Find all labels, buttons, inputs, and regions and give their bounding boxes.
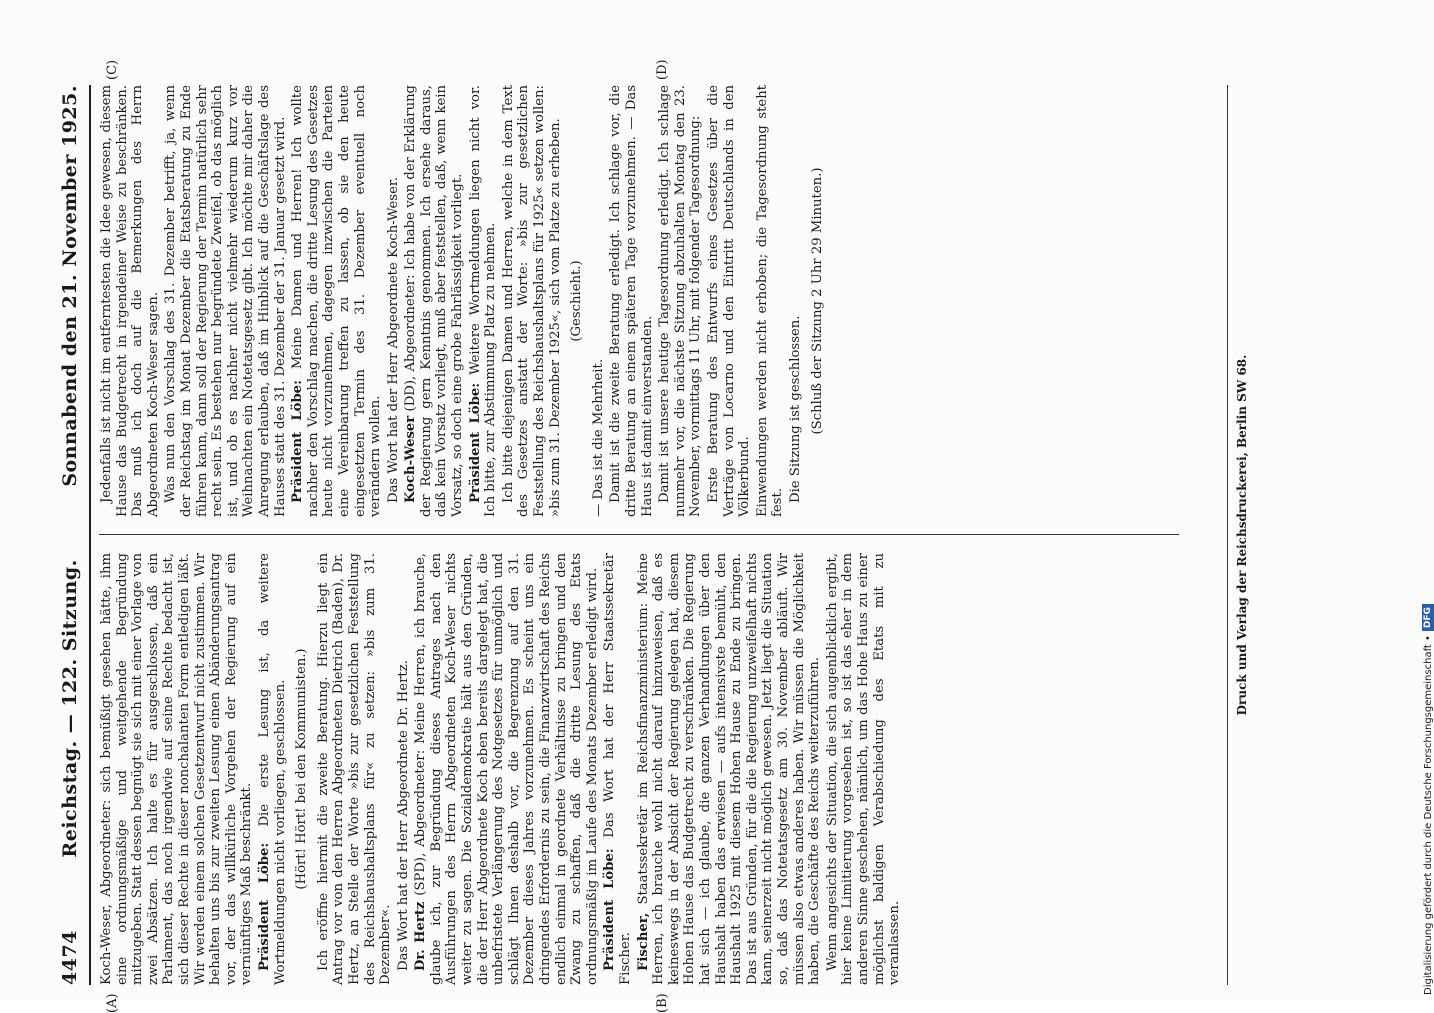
margin-marker-a: (A) [105, 993, 120, 1013]
speaker-name: Präsident Löbe: [602, 848, 618, 971]
paragraph [386, 85, 402, 517]
paragraph [99, 85, 161, 517]
paragraph-text: Die erste Lesung ist, da weitere Wortmeldungen nicht vorliegen, geschlossen. [256, 553, 288, 985]
paragraph [825, 553, 903, 985]
margin-marker-c: (C) [105, 59, 120, 80]
paragraph-text: (DD), Abgeordneter: Ich habe von der Erklärung der Regierung gern Kenntnis genommen. Ich ersehe daraus, daß kein Vorsatz vorliegt, muß aber feststellen, daß, wenn kein Vorsatz, so doch eine grobe Fahrlässigkeit vorliegt. [403, 85, 466, 517]
paragraph-text: Das Wort hat der Herr Staatssekretär Fischer. [602, 553, 633, 985]
rotated-document-page [55, 59, 1275, 1013]
paragraph-text: — Das ist die Mehrheit. [590, 358, 606, 517]
paragraph [810, 85, 826, 517]
paragraph-text: Weitere Wortmeldungen liegen nicht vor. Ich bitte, zur Abstimmung Platz zu nehmen. [467, 84, 499, 517]
speaker-name: Präsident Löbe: [467, 382, 483, 503]
paragraph-text: (Geschieht.) [569, 260, 585, 342]
paragraph-text: Ich eröffne hiermit die zweite Beratung. Hierzu liegt ein Antrag vor von den Herren Abgeordneten Dietrich (Baden), Dr. Hertz, an Stelle der Worte »bis zur gesetzlichen Feststellung des Reichshaushaltsplans für« zu setzen: »bis zum 31. Dezember«. [315, 553, 394, 985]
speaker-name: Fischer, [635, 912, 651, 971]
column-divider [99, 534, 1179, 535]
paragraph [602, 553, 633, 985]
paragraph-text: Das Wort hat der Herr Abgeordnete Koch-Weser. [385, 177, 401, 503]
paragraph-text: (SPD), Abgeordneter: Meine Herren, ich brauche, glaube ich, zur Begründung dieses Antrages nach den Ausführungen des Herrn Abgeordneten Koch-Weser nichts weiter zu sagen. Die Sozialdemokratie hält aus den Gründen, die der Herr Abgeordnete Koch eben bereits dargelegt hat, die unbefristete Verlängerung des Notgesetzes für unmöglich und schlägt Ihnen deshalb vor, die Begrenzung auf den 31. Dezember dieses Jahres vorzunehmen. Es scheint uns ein dringendes Erfordernis zu sein, die Finanzwirtschaft des Reichs endlich einmal in geordnete Verhältnisse zu bringen und den Zwang zu schaffen, daß die dritte Lesung des Etats ordnungsmäßig im Laufe des Monats Dezember erledigt wird. [413, 553, 600, 985]
paragraph-text: Wenn angesichts der Situation, die sich augenblicklich ergibt, hier keine Limitierung vorgesehen ist, so ist das eher in dem anderen Sinne geschehen, nämlich, um das Hohe Haus zu einer möglichst baldigen Verabschiedung des Etats mit zu veranlassen. [824, 553, 903, 985]
running-header [55, 85, 85, 985]
paragraph [755, 85, 786, 517]
footer-rule [1227, 85, 1228, 985]
page-number: 4474 [59, 930, 81, 985]
printer-imprint: Druck und Verlag der Reichsdruckerei, Berlin SW 68. [1235, 354, 1249, 716]
paragraph-text: Ich bitte diejenigen Damen und Herren, welche in dem Text des Gesetzes anstatt der Worte: »bis zur gesetzlichen Feststellung des Reichshaushaltsplans für 1925« setzen wollen: »bis zum 31. Dezember 1925«, sich vom Platze zu erheben. [500, 85, 563, 517]
speaker-name: Dr. Hertz [413, 901, 429, 971]
paragraph [608, 85, 655, 517]
paragraph [257, 553, 288, 985]
paragraph-text: Staatssekretär im Reichsfinanzministerium: Meine Herren, ich brauche wohl nicht darauf hinzuweisen, daß es keineswegs in der Absicht der Regierung gelegen hat, diesem Hohen Hause das Budgetrecht zu verschränken. Die Regierung hat sich — ich glaube, die ganzen Verhandlungen über den Haushalt haben das erwiesen — aufs intensivste bemüht, den Haushalt 1925 mit diesem Hohen Hause zu Ende zu bringen. Das ist aus Gründen, für die die Regierung unzweifelhaft nichts kann, seinerzeit nicht möglich gewesen. Jetzt liegt die Situation so, daß das Notetatsgesetz am 30. November abläuft. Wir müssen also etwas anderes haben. Wir müssen die Möglichkeit haben, die Geschäfte des Reichs weiterzuführen. [635, 553, 823, 985]
paragraph-text: (Schluß der Sitzung 2 Uhr 29 Minuten.) [809, 167, 825, 435]
speaker-name: Präsident Löbe: [290, 380, 306, 503]
paragraph [468, 85, 499, 517]
left-column [99, 553, 905, 985]
paragraph [316, 553, 394, 985]
speaker-name: Koch-Weser [403, 415, 419, 503]
right-column [99, 85, 831, 517]
paragraph-text: (Hört! Hört! bei den Kommunisten.) [294, 648, 310, 890]
digitization-note [1420, 0, 1434, 995]
paragraph-text: Jedenfalls ist nicht im entferntesten die Idee gewesen, diesem Hause das Budgetrecht in irgendeiner Weise zu beschränken. Das muß ich doch auf die Bemerkungen des Herrn Abgeordneten Koch-Weser sagen. [99, 85, 161, 517]
paragraph-text: Koch-Weser, Abgeordneter: sich bemüßigt gesehen hätte, ihm eine ordnungsmäßige und weitgehende Begründung mitzugeben. Statt dessen begnügt sie sich mit einer Vorlage von zwei Absätzen. Ich halte es für ausgeschlossen, daß ein Parlament, das noch irgendwie auf seine Rechte bedacht ist, sich dieser Rechte in dieser nonchalanten Form entledigen läßt. Wir werden einem solchen Gesetzentwurf nicht zustimmen. Wir behalten uns bis zur zweiten Lesung einen Abänderungsantrag vor, der das willkürliche Vorgehen der Regierung auf ein vernünftiges Maß beschränkt. [99, 553, 255, 985]
margin-marker-b: (B) [655, 993, 670, 1013]
paragraph [290, 85, 384, 517]
paragraph-text: Erste Beratung des Entwurfs eines Gesetzes über die Verträge von Locarno und den Eintritt Deutschlands in den Völkerbund. [705, 85, 753, 517]
paragraph [569, 85, 585, 517]
paragraph-text: Meine Damen und Herren! Ich wollte nachher den Vorschlag machen, die dritte Lesung des Gesetzes heute nicht vorzunehmen, dagegen inzwischen die Parteien eine Vereinbarung treffen zu lassen, ob sie den heute eingesetzten Termin des 31. Dezember eventuell noch verändern wollen. [290, 85, 384, 517]
paragraph-text: Die Sitzung ist geschlossen. [787, 315, 803, 503]
margin-marker-d: (D) [655, 59, 670, 80]
paragraph [591, 85, 607, 517]
paragraph [501, 85, 563, 517]
header-rule [89, 85, 91, 985]
paragraph [413, 553, 600, 985]
paragraph [788, 85, 804, 517]
paragraph [396, 553, 412, 985]
header-date: Sonnabend den 21. November 1925. [59, 85, 81, 487]
paragraph [706, 85, 753, 517]
paragraph [163, 85, 288, 517]
paragraph-text: Damit ist unsere heutige Tagesordnung erledigt. Ich schlage nunmehr vor, die nächste Sitzung abzuhalten Montag den 23. November, vormittags 11 Uhr, mit folgender Tagesordnung: [657, 85, 704, 517]
paragraph [657, 85, 704, 517]
paragraph-text: Einwendungen werden nicht erhoben; die Tagesordnung steht fest. [754, 85, 786, 517]
header-session: Reichstag. — 122. Sitzung. [59, 559, 81, 858]
digitization-text: Digitalisierung gefördert durch die Deutsche Forschungsgemeinschaft • [1422, 635, 1434, 995]
paragraph-text: Was nun den Vorschlag des 31. Dezember betrifft, ja, wenn der Reichstag im Monat Dezember die Etatsberatung zu Ende führen kann, dann soll der Regierung der Termin natürlich sehr recht sein. Es bestehen nur begründete Zweifel, ob das möglich ist, und ob es nachher nicht vielmehr wiederum kurz vor Weihnachten ein Notetatsgesetz gibt. Ich möchte mir daher die Anregung erlauben, daß im Hinblick auf die Geschäftslage des Hauses statt des 31. Dezember der 31. Januar gesetzt wird. [163, 85, 288, 517]
paragraph-text: Damit ist die zweite Beratung erledigt. Ich schlage vor, die dritte Beratung an einem späteren Tage vorzunehmen. — Das Haus ist damit einverstanden. [608, 85, 655, 517]
paragraph [294, 553, 310, 985]
speaker-name: Präsident Löbe: [256, 842, 272, 971]
dfg-logo: DFG [1422, 604, 1434, 631]
paragraph [99, 553, 255, 985]
paragraph [636, 553, 823, 985]
paragraph-text: Das Wort hat der Herr Abgeordnete Dr. Hertz. [395, 660, 411, 971]
paragraph [403, 85, 465, 517]
